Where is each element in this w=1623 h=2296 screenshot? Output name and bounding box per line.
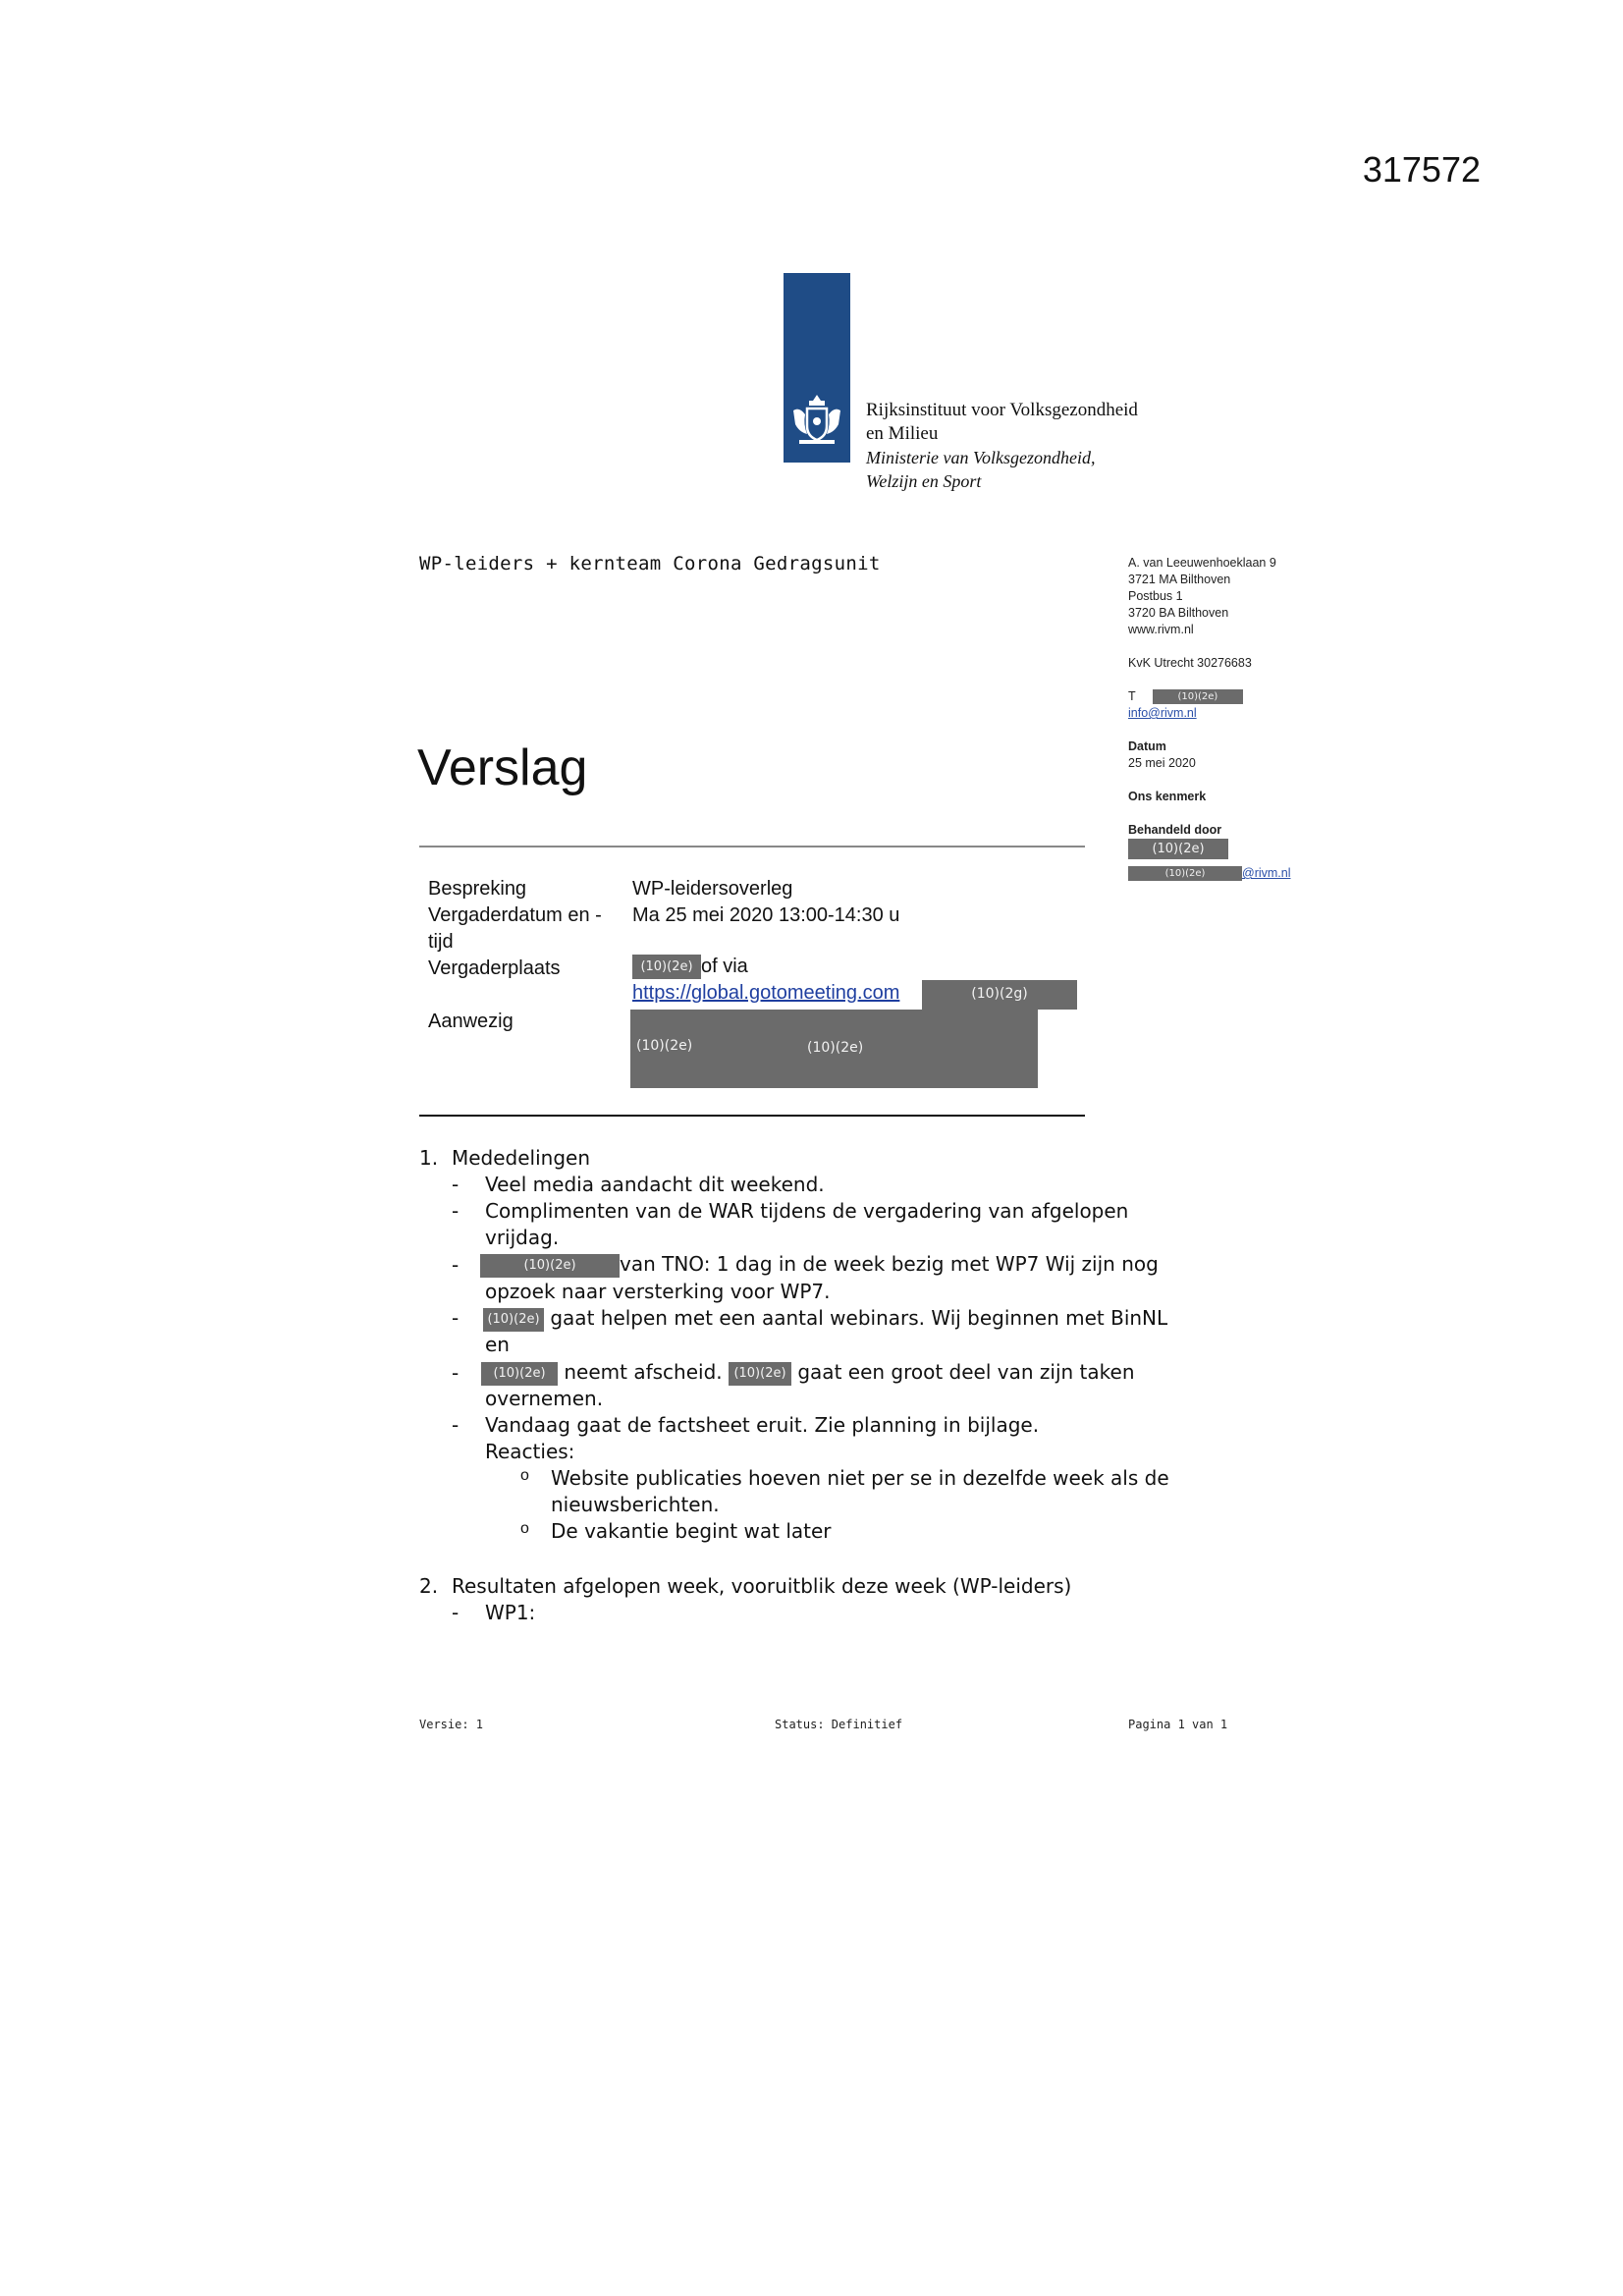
bullet-5-mid: neemt afscheid. xyxy=(564,1360,723,1384)
bullet-1: Veel media aandacht dit weekend. xyxy=(485,1173,825,1196)
bullet-5-end: gaat een groot deel van zijn taken xyxy=(797,1360,1135,1384)
redaction-b4: (10)(2e) xyxy=(483,1308,544,1332)
kenmerk-label: Ons kenmerk xyxy=(1128,790,1207,803)
datum-value: Ma 25 mei 2020 13:00-14:30 u xyxy=(632,904,900,926)
logo-line4: Welzijn en Sport xyxy=(866,471,982,491)
divider-top xyxy=(419,846,1085,847)
address-line1: A. van Leeuwenhoeklaan 9 xyxy=(1128,556,1276,570)
kvk-number: KvK Utrecht 30276683 xyxy=(1128,656,1252,670)
phone-prefix: T xyxy=(1128,689,1136,703)
bullet-2-line1: Complimenten van de WAR tijdens de vergadering van afgelopen xyxy=(485,1199,1129,1223)
aanwezig-label: Aanwezig xyxy=(428,1011,514,1032)
redaction-b5b: (10)(2e) xyxy=(729,1362,791,1386)
bullet-6: Vandaag gaat de factsheet eruit. Zie planning in bijlage. xyxy=(485,1413,1040,1437)
datum-value: 25 mei 2020 xyxy=(1128,756,1196,770)
footer-status: Status: Definitief xyxy=(775,1718,903,1731)
logo-line1: Rijksinstituut voor Volksgezondheid xyxy=(866,400,1138,420)
item1-title: Mededelingen xyxy=(452,1146,591,1170)
bullet-3-line2: opzoek naar versterking voor WP7. xyxy=(485,1280,831,1303)
crest-icon xyxy=(785,389,848,452)
bullet-4-text: gaat helpen met een aantal webinars. Wij beginnen met BinNL xyxy=(550,1306,1168,1330)
bullet-3-text: van TNO: 1 dag in de week bezig met WP7 Wij zijn nog xyxy=(620,1252,1159,1276)
sub-bullet-1-line1: Website publicaties hoeven niet per se in dezelfde week als de xyxy=(551,1466,1169,1490)
behandeld-label: Behandeld door xyxy=(1128,823,1222,837)
redaction-b5a: (10)(2e) xyxy=(481,1362,558,1386)
right-column xyxy=(1128,555,1374,882)
plaats-row xyxy=(632,954,748,980)
sub-bullet-1-line2: nieuwsberichten. xyxy=(551,1493,720,1516)
plaats-link-row xyxy=(632,980,899,1007)
redaction-plaats: (10)(2e) xyxy=(632,955,701,979)
email-link[interactable]: info@rivm.nl xyxy=(1128,706,1197,720)
logo-line2: en Milieu xyxy=(866,423,939,444)
reacties-label: Reacties: xyxy=(485,1440,575,1463)
footer-versie: Versie: 1 xyxy=(419,1718,484,1731)
redaction-aanwezig-label1: (10)(2e) xyxy=(636,1038,693,1054)
item1-number: 1. xyxy=(419,1146,439,1170)
plaats-label: Vergaderplaats xyxy=(428,957,561,979)
redaction-b3: (10)(2e) xyxy=(480,1254,620,1278)
bullet-5-line2: overnemen. xyxy=(485,1387,604,1410)
item2-number: 2. xyxy=(419,1574,439,1598)
item2-title: Resultaten afgelopen week, vooruitblik deze week (WP-leiders) xyxy=(452,1574,1072,1598)
redaction-phone: (10)(2e) xyxy=(1153,689,1243,704)
gotomeeting-link[interactable]: https://global.gotomeeting.com xyxy=(632,982,900,1004)
logo-text xyxy=(866,399,1138,493)
address-line3: Postbus 1 xyxy=(1128,589,1183,603)
redaction-aanwezig xyxy=(630,1010,1038,1088)
address-line4: 3720 BA Bilthoven xyxy=(1128,606,1229,620)
sub-bullet-2: De vakantie begint wat later xyxy=(551,1519,832,1543)
wp1-label: WP1: xyxy=(485,1601,536,1624)
plaats-suffix: of via xyxy=(701,956,748,977)
bullet-4-line2: en xyxy=(485,1333,510,1356)
page-title: Verslag xyxy=(417,739,588,796)
redaction-behandeld: (10)(2e) xyxy=(1128,839,1228,859)
datum-label: Datum xyxy=(1128,739,1166,753)
datum-label-1: Vergaderdatum en - xyxy=(428,904,602,926)
datum-label-2: tijd xyxy=(428,931,454,953)
website[interactable]: www.rivm.nl xyxy=(1128,623,1194,636)
meeting-topic: WP-leiders + kernteam Corona Gedragsunit xyxy=(419,553,881,574)
footer-pagina: Pagina 1 van 1 xyxy=(1128,1718,1228,1731)
bullet-3-line1 xyxy=(480,1251,1159,1278)
email2-domain[interactable]: @rivm.nl xyxy=(1242,866,1291,880)
phone-row xyxy=(1128,688,1374,705)
redaction-email2: (10)(2e) xyxy=(1128,866,1242,881)
bullet-2-line2: vrijdag. xyxy=(485,1226,560,1249)
document-number: 317572 xyxy=(1362,149,1481,190)
bespreking-label: Bespreking xyxy=(428,878,527,900)
bullet-4-line1 xyxy=(483,1305,1167,1332)
redaction-aanwezig-label2: (10)(2e) xyxy=(807,1040,864,1056)
redaction-link: (10)(2g) xyxy=(922,980,1077,1010)
bespreking-value: WP-leidersoverleg xyxy=(632,878,793,900)
bullet-5-line1 xyxy=(481,1359,1135,1386)
address-line2: 3721 MA Bilthoven xyxy=(1128,573,1231,586)
logo-line3: Ministerie van Volksgezondheid, xyxy=(866,448,1096,467)
divider-bottom xyxy=(419,1115,1085,1117)
